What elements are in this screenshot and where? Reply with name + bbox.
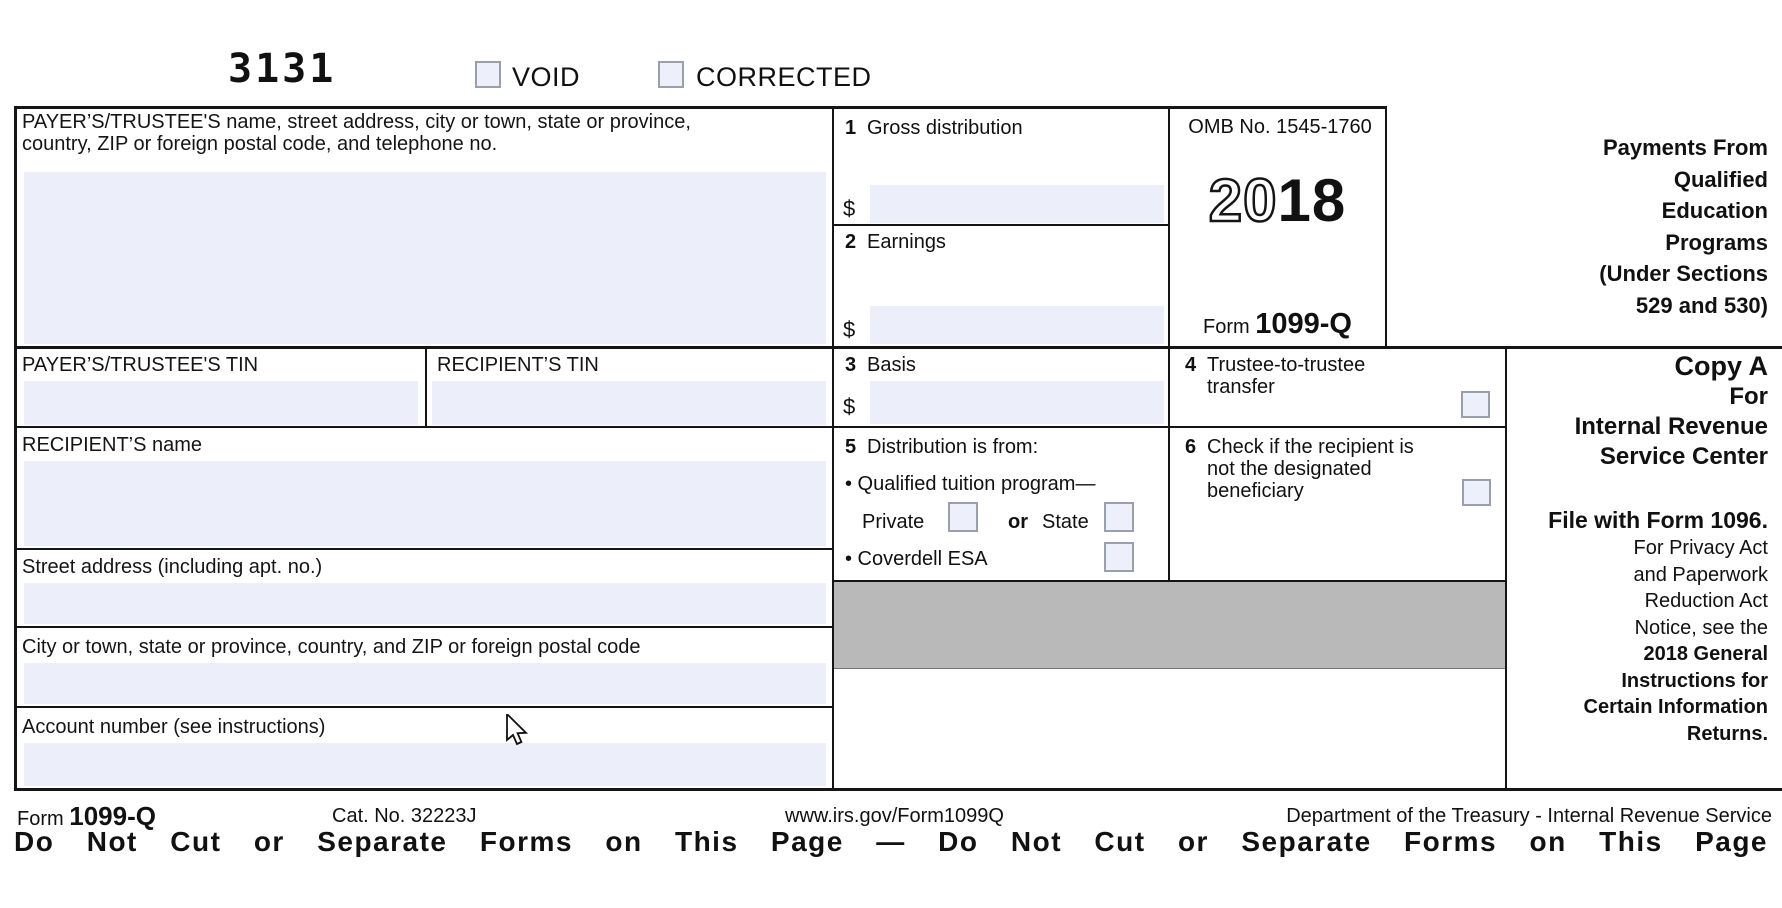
recipient-name-label: RECIPIENT’S name — [22, 434, 203, 456]
copy-a-block: Copy A For Internal Revenue Service Center File with Form 1096. For Privacy Act and Paperwork Reduction Act Notice, see the 2018 General Instructions for Certain Information Returns. — [1468, 350, 1768, 747]
box5-coverdell-checkbox[interactable] — [1104, 542, 1134, 572]
box2-amount-input[interactable] — [870, 306, 1164, 344]
footer-form-number: 1099-Q — [69, 801, 156, 831]
account-number-input[interactable] — [24, 743, 826, 786]
city-input[interactable] — [24, 663, 826, 704]
border-row3 — [14, 426, 1507, 428]
department-line: Department of the Treasury - Internal Revenue Service — [1286, 805, 1772, 827]
box1-dollar-sign: $ — [843, 196, 856, 221]
border-omb-right — [1385, 106, 1387, 348]
shaded-reserved-area — [834, 582, 1505, 669]
box1-label: 1 Gross distribution — [845, 117, 1023, 139]
box3-dollar-sign: $ — [843, 394, 856, 419]
corrected-checkbox[interactable] — [658, 61, 684, 88]
box5-or-label: or — [1008, 511, 1028, 533]
form-number-box: Form 1099-Q — [1203, 308, 1352, 340]
year-bold-digits: 18 — [1277, 167, 1347, 234]
border-row4 — [14, 548, 834, 550]
footer-form-id: Form 1099-Q — [17, 801, 156, 831]
box4-number: 4 — [1185, 354, 1197, 376]
city-label: City or town, state or province, country, and ZIP or foreign postal code — [22, 636, 641, 658]
recipient-tin-label: RECIPIENT’S TIN — [437, 354, 599, 376]
do-not-cut-banner: Do Not Cut or Separate Forms on This Page — Do Not Cut or Separate Forms on This Page — [14, 826, 1768, 857]
print-control-code: 3131 — [228, 46, 337, 92]
box6-label: 6 Check if the recipient is not the designated beneficiary — [1185, 436, 1414, 502]
box4-label: 4 Trustee-to-trustee transfer — [1185, 354, 1366, 398]
box5-coverdell-item: • Coverdell ESA — [845, 548, 988, 570]
box1-amount-input[interactable] — [870, 185, 1164, 223]
border-bottom — [14, 788, 1782, 791]
box5-state-label: State — [1042, 511, 1089, 533]
box5-number: 5 — [845, 436, 857, 458]
box1-number: 1 — [845, 117, 857, 139]
box2-dollar-sign: $ — [843, 317, 856, 342]
recipient-name-input[interactable] — [24, 461, 826, 546]
box6-number: 6 — [1185, 436, 1197, 458]
street-address-input[interactable] — [24, 583, 826, 624]
box5-private-checkbox[interactable] — [948, 502, 978, 532]
border-tin-divider — [425, 346, 427, 428]
box5-state-checkbox[interactable] — [1104, 502, 1134, 532]
corrected-label: CORRECTED — [696, 62, 872, 92]
border-row2 — [14, 346, 1782, 349]
border-top — [14, 106, 1387, 109]
tax-year — [1170, 166, 1385, 235]
box2-number: 2 — [845, 231, 857, 253]
void-checkbox[interactable] — [475, 61, 501, 88]
recipient-tin-input[interactable] — [432, 381, 826, 425]
account-number-label: Account number (see instructions) — [22, 716, 326, 738]
border-box1-bottom — [832, 224, 1170, 226]
payer-tin-label: PAYER’S/TRUSTEE'S TIN — [22, 354, 259, 376]
year-outline-digits: 20 — [1208, 167, 1278, 234]
mouse-cursor — [505, 714, 531, 746]
border-left — [14, 106, 17, 791]
box3-amount-input[interactable] — [870, 381, 1164, 424]
catalog-number: Cat. No. 32223J — [332, 805, 477, 827]
box5-label: 5 Distribution is from: — [845, 436, 1039, 458]
box5-private-label: Private — [862, 511, 925, 533]
box3-number: 3 — [845, 354, 857, 376]
omb-number: OMB No. 1545-1760 — [1188, 116, 1372, 138]
payer-name-label: PAYER’S/TRUSTEE'S name, street address, city or town, state or province, country, ZIP or foreign postal code, and telephone no. — [22, 111, 691, 155]
copy-a-title: Copy A — [1674, 351, 1768, 381]
border-row5 — [14, 626, 834, 628]
payer-tin-input[interactable] — [24, 381, 418, 425]
irs-url: www.irs.gov/Form1099Q — [785, 805, 1004, 827]
box3-label: 3 Basis — [845, 354, 916, 376]
street-address-label: Street address (including apt. no.) — [22, 556, 323, 578]
form-number: 1099-Q — [1255, 308, 1352, 340]
form-title-block: Payments From Qualified Education Programs (Under Sections 529 and 530) — [1599, 135, 1768, 318]
void-label: VOID — [512, 62, 581, 92]
box5-qtp-item: • Qualified tuition program— — [845, 473, 1096, 495]
box2-label: 2 Earnings — [845, 231, 946, 253]
border-mid-column — [832, 106, 834, 791]
payer-name-input[interactable] — [24, 172, 826, 344]
file-with-1096: File with Form 1096. — [1548, 507, 1768, 533]
border-row6 — [14, 706, 834, 708]
